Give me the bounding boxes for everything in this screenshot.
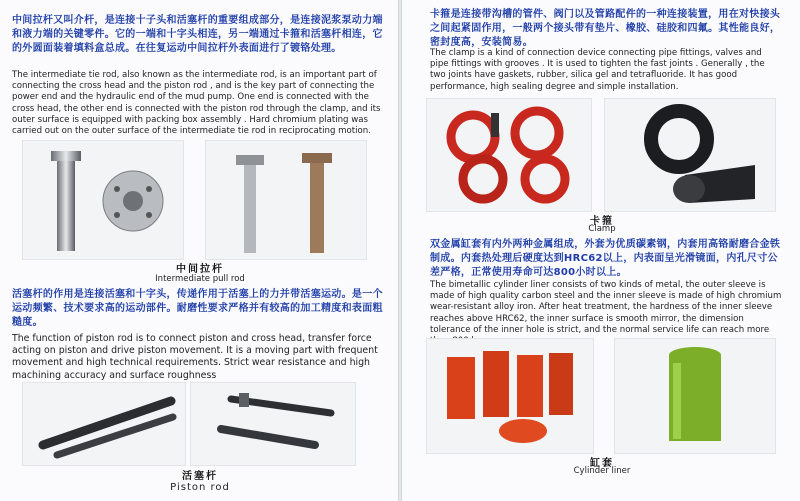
liner-en-text: The bimetallic cylinder liner consists of two kinds of metal, the outer sleeve is made of high quality carbon steel and the inner sleeve is made of high chromium wear-resistant alloy iron. After heat treatment, the hardness of the inner sleeve reaches above HRC62, the inner surface is smooth mirror, the dimension tolerance of the inner hole is strict, and the normal service life can reach more (430, 280, 782, 335)
intermediate-rod-caption-cn: 中间拉杆 (176, 264, 224, 275)
piston-rod-caption-en: Piston rod (170, 482, 230, 493)
right-page (402, 0, 800, 501)
intermediate-rod-cn-text: 中间拉杆又叫介杆，是连接十子头和活塞杆的重要组成部分，是连接泥浆泵动力端和液力端的关键零件。它的一端和十字头相连，另一端通过卡箍和活塞杆相连，它的外圆面装着填料盒总成。在往复运动中间拉杆外表面进行了镀铬处理。 (12, 15, 383, 54)
piston-rod-cn-text: 活塞杆的作用是连接活塞和十字头，传递作用于活塞上的力并带活塞运动。是一个运动频繁、技术要求高的运动部件。耐磨性要求严格并有较高的加工精度和表面粗糙度。 (12, 289, 383, 328)
intermediate-rod-en-text: The intermediate tie rod, also known as the intermediate rod, is an important part of connecting the cross head and the piston rod , and is the key part of connecting the power end and the hydraulic end of the mud pump. One end is connected with the cross head, the other end is connected with the piston rod through the clamp, and its outer surface is equipped with packing box assembly . Hard chromium plating was carried out on the outer surface of the intermediate tie rod in reciprocating motion. (12, 70, 381, 137)
clamp-cn-text: 卡箍是连接带沟槽的管件、阀门以及管路配件的一种连接装置，用在对快接头之间起紧固作用，一般两个接头带有垫片、橡胶、硅胶和四氟。其性能良好，密封度高，安装简易。 (430, 9, 781, 48)
piston-rod-en-text: The function of piston rod is to connect piston and cross head, transfer force acting on piston and drive piston movement. It is a moving part with frequent movement and high technical requirements. Strict wear resistance and high machining accuracy and surface roughness (12, 333, 378, 381)
liner-caption-en: Cylinder liner (573, 466, 631, 476)
intermediate-rod-caption-en: Intermediate pull rod (155, 274, 245, 284)
clamp-caption-cn: 卡箍 (590, 216, 614, 227)
left-page (0, 0, 398, 501)
clamp-photo-2 (604, 98, 776, 212)
liner-photo-2 (614, 338, 776, 454)
clamp-en-text: The clamp is a kind of connection device connecting pipe fittings, valves and pipe fittings with grooves . It is used to tighten the fast joints . Generally , the two joints have gaskets, rubber, silica gel and tetrafluoride. It has good performance, high sealing degree and simple installation. (430, 48, 765, 92)
clamp-photo-1 (426, 98, 592, 212)
intermediate-rod-photo-2 (205, 140, 367, 260)
piston-rod-photo-2 (190, 382, 356, 466)
piston-rod-caption-cn: 活塞杆 (182, 471, 218, 482)
liner-caption-cn: 缸套 (590, 458, 614, 469)
liner-photo-1 (426, 338, 594, 454)
intermediate-rod-photo-1 (22, 140, 184, 260)
clamp-caption-en: Clamp (588, 224, 616, 234)
liner-cn-text: 双金属缸套有内外两种金属组成，外套为优质碳素钢，内套用高铬耐磨合金铁制成。内套热处理后硬度达到HRC62以上，内表面呈光滑镜面，内孔尺寸公差严格，正常使用寿命可达800小时以上。 (430, 239, 781, 278)
piston-rod-photo-1 (22, 382, 186, 466)
